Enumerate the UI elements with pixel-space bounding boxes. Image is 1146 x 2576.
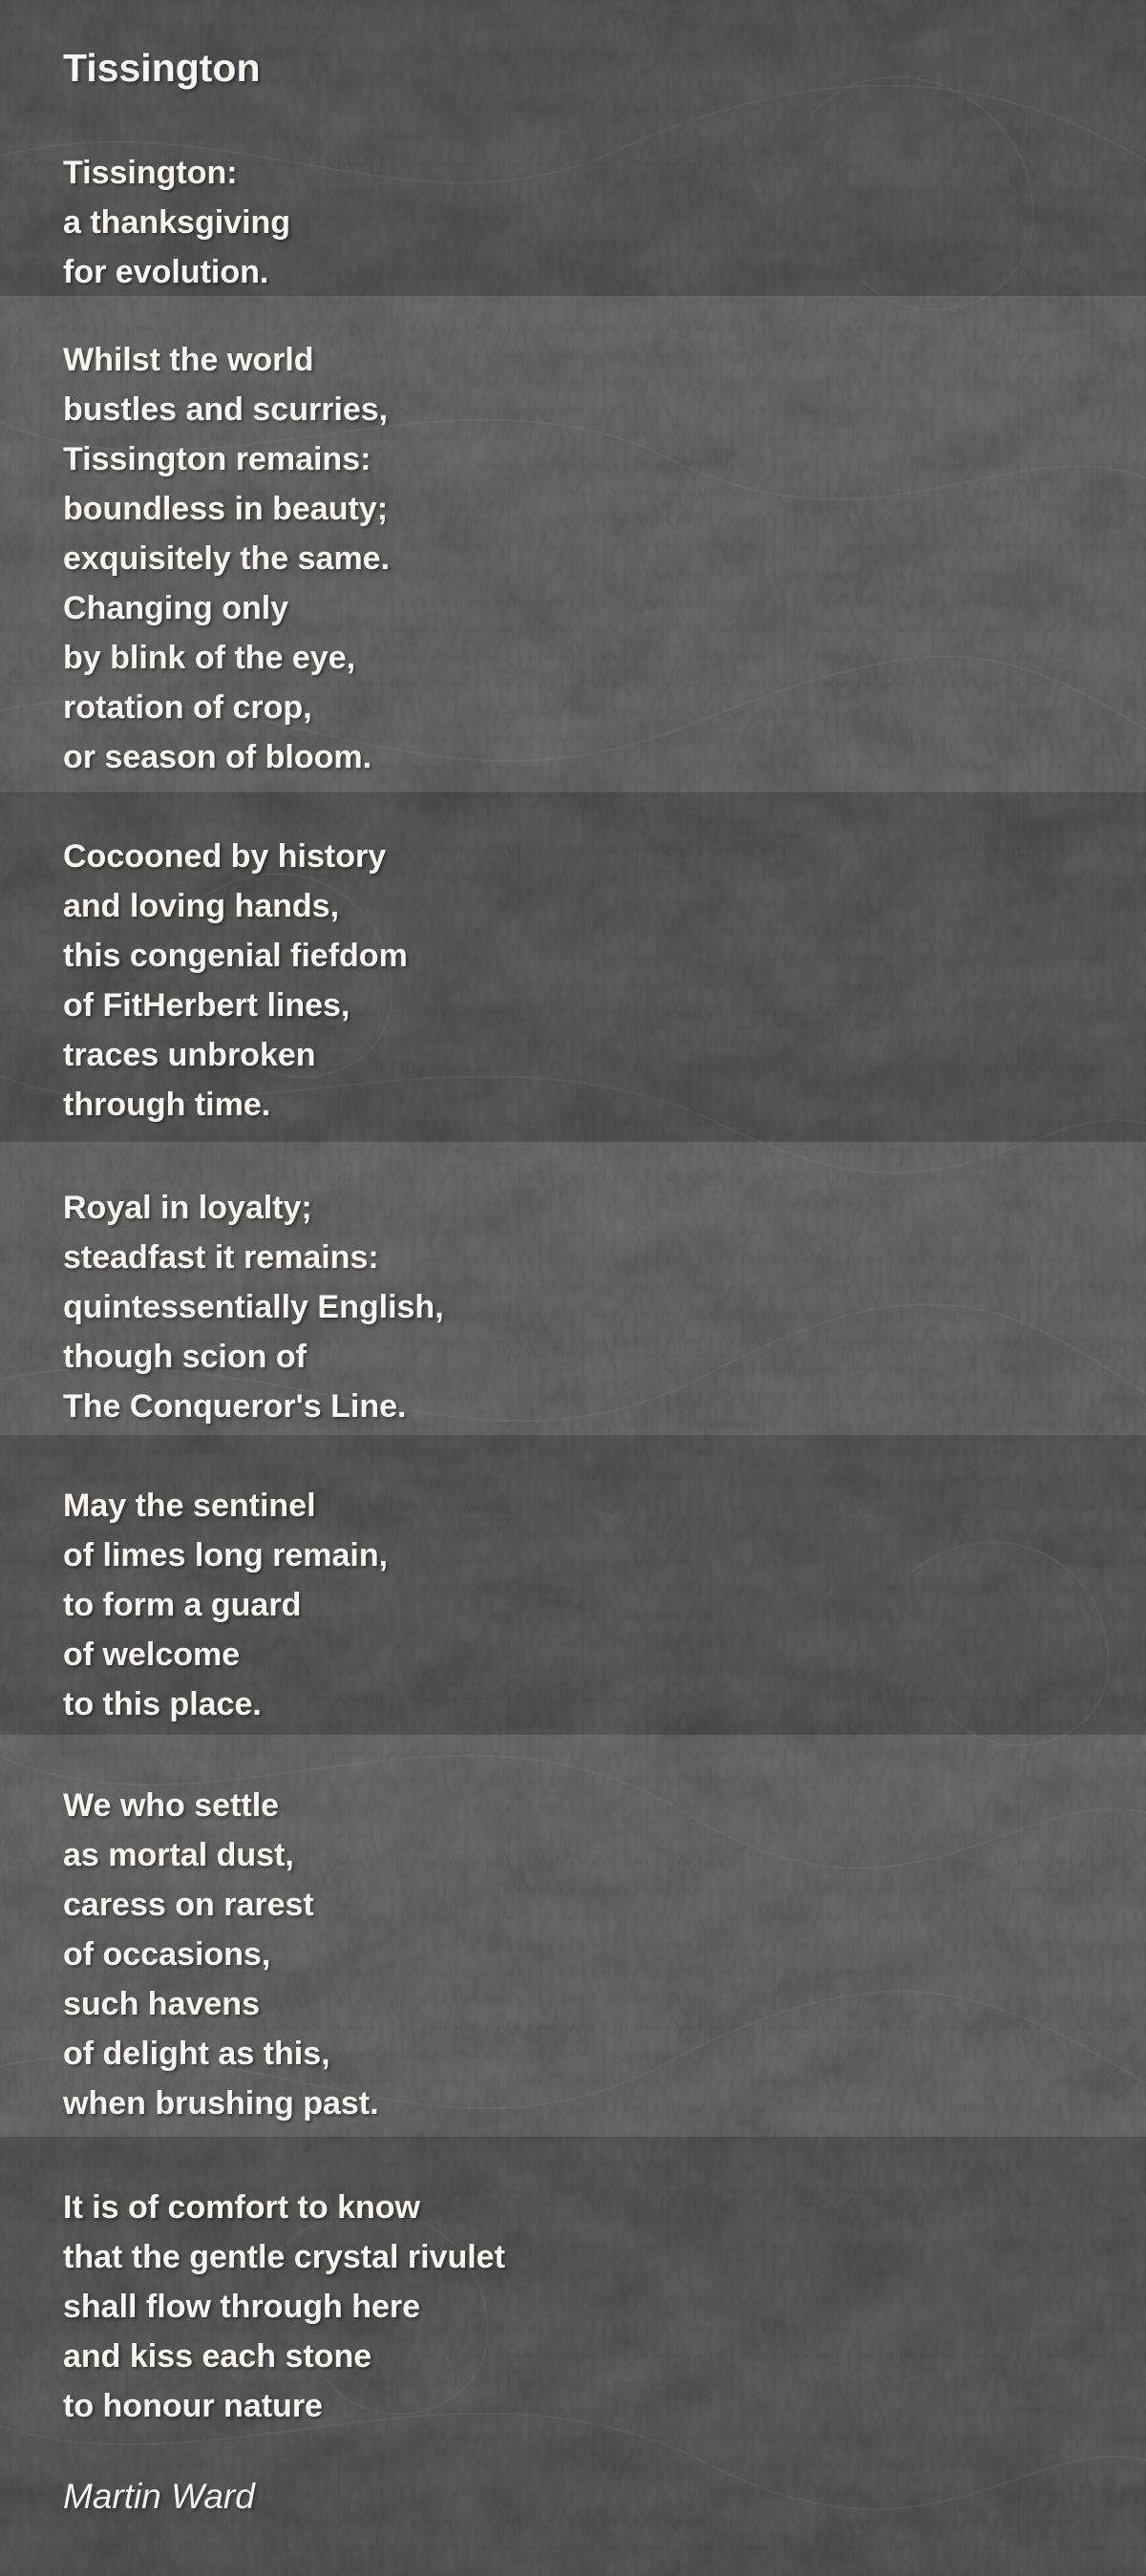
poem-line: steadfast it remains: bbox=[63, 1239, 379, 1276]
poem-line: a thanksgiving bbox=[63, 204, 291, 242]
poem-line: and kiss each stone bbox=[63, 2338, 372, 2375]
poem-line: of welcome bbox=[63, 1636, 241, 1673]
poem-line: caress on rarest bbox=[63, 1887, 314, 1923]
poem-line: boundless in beauty; bbox=[63, 491, 389, 527]
poem-line: this congenial fiefdom bbox=[63, 938, 408, 974]
stanza-3 bbox=[63, 832, 1146, 1130]
poem-line: bustles and scurries, bbox=[63, 391, 389, 428]
poem-line: rotation of crop, bbox=[63, 689, 312, 726]
poem-line: to this place. bbox=[63, 1686, 262, 1722]
poem-line: traces unbroken bbox=[63, 1037, 316, 1073]
poem-line: though scion of bbox=[63, 1339, 307, 1375]
poem-line: quintessentially English, bbox=[63, 1289, 444, 1325]
poem-line: by blink of the eye, bbox=[63, 640, 356, 676]
poem-line: or season of bloom. bbox=[63, 739, 372, 775]
poem-line: for evolution. bbox=[63, 254, 269, 291]
stanza-5 bbox=[63, 1481, 1146, 1729]
stanza-6 bbox=[63, 1781, 1146, 2128]
poem-line: of delight as this, bbox=[63, 2036, 330, 2072]
stanza-1 bbox=[63, 148, 1146, 296]
poem-line: to honour nature bbox=[63, 2388, 323, 2424]
poem-line: through time. bbox=[63, 1087, 271, 1123]
poem-line: The Conqueror's Line. bbox=[63, 1388, 407, 1425]
poem-line: exquisitely the same. bbox=[63, 540, 391, 577]
poem-line: of FitHerbert lines, bbox=[63, 987, 350, 1024]
stanza-band-5 bbox=[0, 1435, 1146, 1735]
poem-line: Changing only bbox=[63, 590, 289, 626]
poem-line: of occasions, bbox=[63, 1936, 271, 1973]
poem-line: that the gentle crystal rivulet bbox=[63, 2239, 505, 2275]
poem-line: Tissington: bbox=[63, 155, 238, 192]
poem-line: Cocooned by history bbox=[63, 838, 387, 875]
stanza-band-3 bbox=[0, 792, 1146, 1142]
poem-line: when brushing past. bbox=[63, 2085, 379, 2122]
poem-line: It is of comfort to know bbox=[63, 2189, 420, 2226]
poem-line: shall flow through here bbox=[63, 2289, 421, 2325]
poem-line: We who settle bbox=[63, 1787, 280, 1824]
poem-line: Whilst the world bbox=[63, 342, 314, 378]
stanza-band-6 bbox=[0, 1735, 1146, 2137]
stanza-band-2 bbox=[0, 296, 1146, 792]
stanza-4 bbox=[63, 1183, 1146, 1431]
poem-line: of limes long remain, bbox=[63, 1537, 389, 1573]
poem-line: May the sentinel bbox=[63, 1488, 316, 1524]
stanza-7 bbox=[63, 2183, 1146, 2431]
author-signature: Martin Ward bbox=[63, 2477, 255, 2516]
stanza-band-4 bbox=[0, 1142, 1146, 1435]
poem-line: and loving hands, bbox=[63, 888, 340, 924]
stanza-band-7 bbox=[0, 2137, 1146, 2576]
poem-title: Tissington bbox=[63, 46, 261, 90]
poem-line: Royal in loyalty; bbox=[63, 1190, 312, 1226]
poem-line: to form a guard bbox=[63, 1587, 302, 1623]
stanza-band-1 bbox=[0, 0, 1146, 296]
poem-line: as mortal dust, bbox=[63, 1837, 294, 1873]
stanza-2 bbox=[63, 335, 1146, 782]
poem-line: such havens bbox=[63, 1986, 260, 2022]
poem-line: Tissington remains: bbox=[63, 441, 371, 477]
